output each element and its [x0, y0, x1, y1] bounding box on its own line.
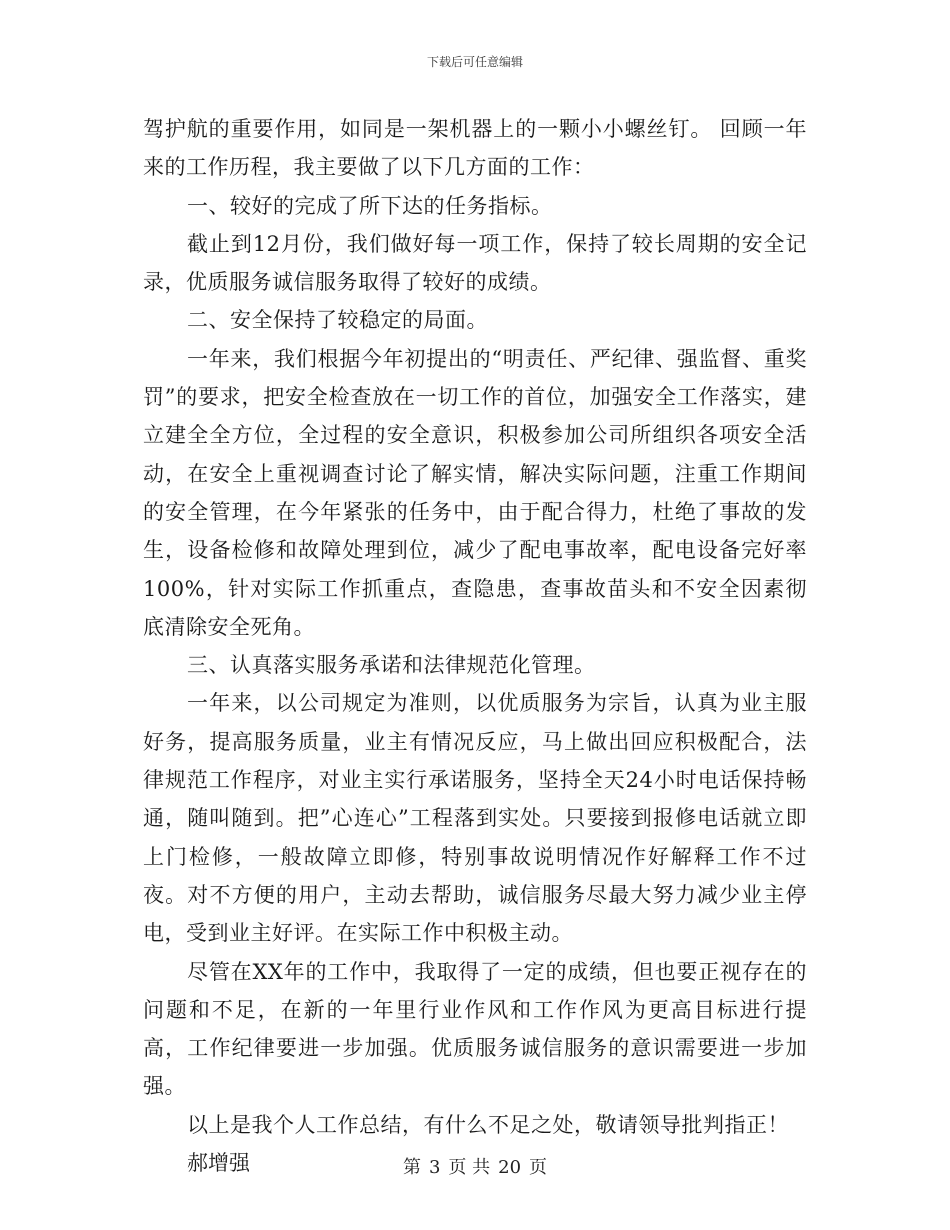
- document-body: [143, 110, 807, 1182]
- paragraph-task-completion: 截止到12月份，我们做好每一项工作，保持了较长周期的安全记录，优质服务诚信服务取得了较好的成绩。: [143, 231, 807, 295]
- paragraph-service: 一年来，以公司规定为准则，以优质服务为宗旨，认真为业主服好务，提高服务质量，业主有情况反应，马上做出回应积极配合，法律规范工作程序，对业主实行承诺服务，坚持全天24小时电话保持畅通，随叫随到。把”心连心”工程落到实处。只要接到报修电话就立即上门检修，一般故障立即修，特别事故说明情况作好解释工作不过夜。对不方便的用户，主动去帮助，诚信服务尽最大努力减少业主停电，受到业主好评。在实际工作中积极主动。: [143, 691, 807, 946]
- footer-suffix: 页: [529, 1157, 548, 1178]
- paragraph-closing: 以上是我个人工作总结，有什么不足之处，敬请领导批判指正！: [187, 1112, 789, 1137]
- footer-page-number: 3: [428, 1157, 441, 1178]
- section-heading-3: 三、认真落实服务承诺和法律规范化管理。: [187, 653, 596, 678]
- paragraph-continuation: 驾护航的重要作用，如同是一架机器上的一颗小小螺丝钉。 回顾一年来的工作历程，我主要做了以下几方面的工作：: [143, 117, 807, 180]
- paragraph-safety: 一年来，我们根据今年初提出的“明责任、严纪律、强监督、重奖罚”的要求，把安全检查放在一切工作的首位，加强安全工作落实，建立建全全方位，全过程的安全意识，积极参加公司所组织各项安全活动，在安全上重视调查讨论了解实情，解决实际问题，注重工作期间的安全管理，在今年紧张的任务中，由于配合得力，杜绝了事故的发生，设备检修和故障处理到位，减少了配电事故率，配电设备完好率100%，针对实际工作抓重点，查隐患，查事故苗头和不安全因素彻底清除安全死角。: [143, 346, 807, 639]
- signature-name: 郝增强: [187, 1151, 250, 1176]
- page-footer: [0, 1153, 950, 1179]
- footer-prefix: 第: [402, 1157, 421, 1178]
- page-header: 下载后可任意编辑: [426, 55, 523, 69]
- section-heading-1: 一、较好的完成了所下达的任务指标。: [187, 193, 553, 218]
- section-heading-2: 二、安全保持了较稳定的局面。: [187, 308, 488, 333]
- paragraph-shortcomings: 尽管在XX年的工作中，我取得了一定的成绩，但也要正视存在的问题和不足，在新的一年里行业作风和工作作风为更高目标进行提高，工作纪律要进一步加强。优质服务诚信服务的意识需要进一步加强。: [143, 959, 807, 1099]
- footer-middle: 页 共: [448, 1157, 491, 1178]
- footer-total-pages: 20: [498, 1157, 522, 1178]
